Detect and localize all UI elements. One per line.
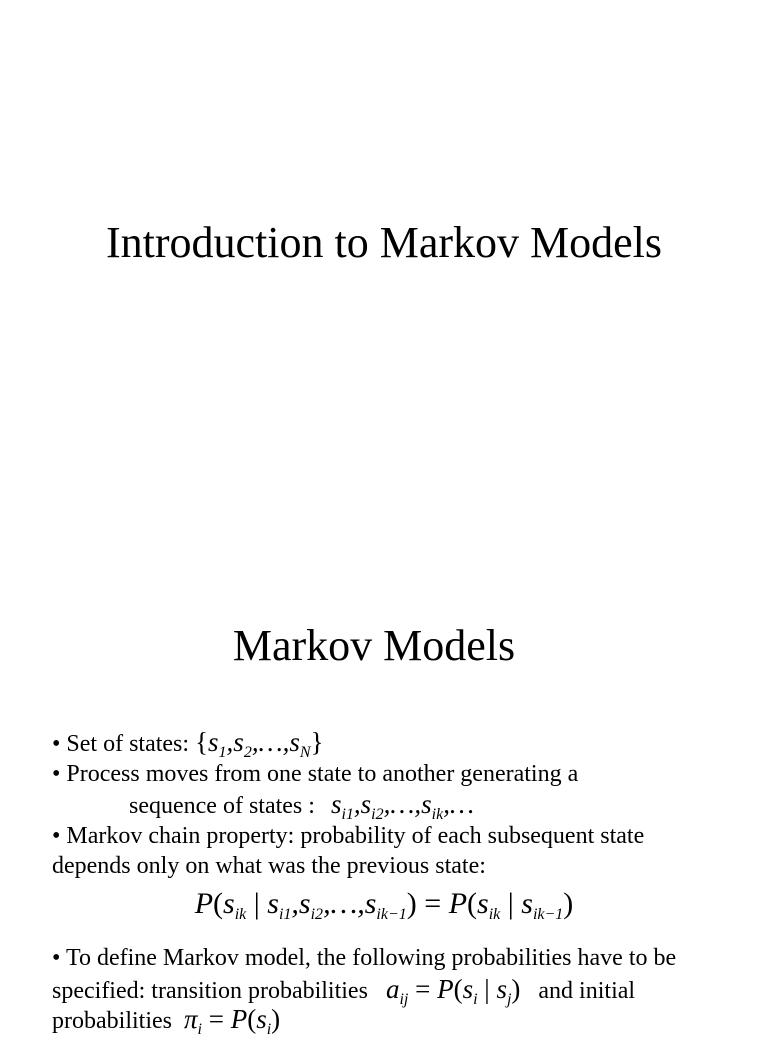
bullet-text-initial: and initial xyxy=(538,978,636,1004)
bullet-set-of-states xyxy=(52,727,323,759)
bullet-markov-property-continuation: depends only on what was the previous state: xyxy=(52,853,486,879)
bullet-text: • Set of states: xyxy=(52,731,190,757)
markov-property-equation: $P(s_{ik}$ | $s_{i1},s_{i2},\dots,s_{ik-1}) = P(s_{ik}$ | $s_{ik-1}$) xyxy=(194,887,574,923)
bullet-define-model: • To define Markov model, the following probabilities have to be xyxy=(52,945,677,971)
bullet-process-moves: • Process moves from one state to another generating a xyxy=(52,761,579,787)
slide-title-markov-models: Markov Models xyxy=(232,621,516,670)
state-sequence-formula: $s_{i1},s_{i2},\dots,s_{ik},\dots$ xyxy=(330,789,474,823)
state-set-formula: $\{s_1,s_2,\dots,s_N\}$ xyxy=(195,727,324,761)
slide-title-introduction: Introduction to Markov Models xyxy=(105,218,663,267)
bullet-text: probabilities xyxy=(52,1008,172,1034)
initial-probability-formula: $\pi_i = P(s_i)$ xyxy=(183,1004,281,1038)
bullet-text: specified: transition probabilities xyxy=(52,978,368,1004)
bullet-define-model-continuation xyxy=(52,974,635,1006)
bullet-markov-property: • Markov chain property: probability of each subsequent state xyxy=(52,823,645,849)
transition-probability-formula: $a_{ij} = P(s_i$ | $s_j$) xyxy=(385,974,521,1008)
bullet-define-model-continuation-2 xyxy=(52,1004,280,1036)
bullet-text: sequence of states : xyxy=(129,793,315,819)
bullet-process-moves-continuation xyxy=(129,789,474,821)
